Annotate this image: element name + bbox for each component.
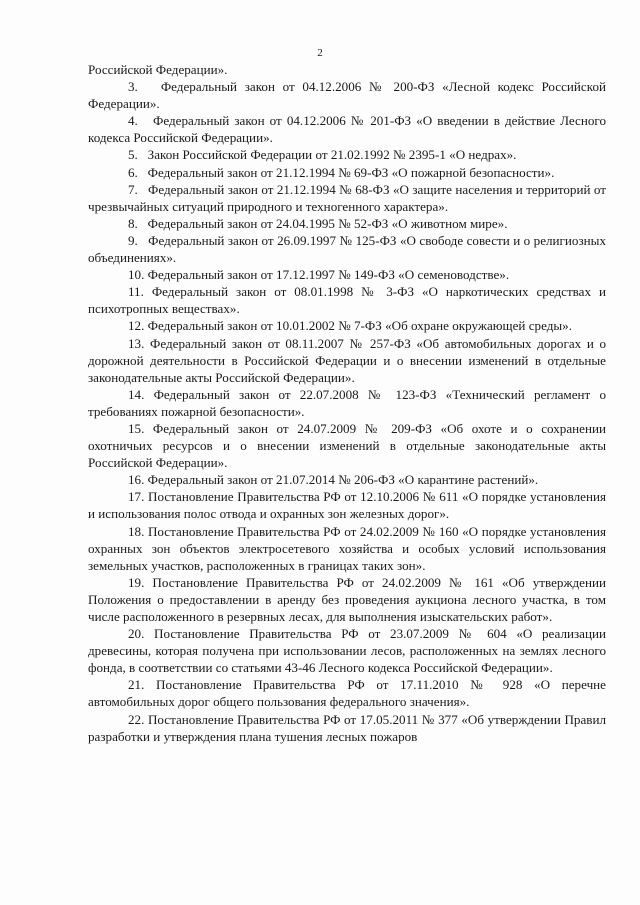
paragraph: 6. Федеральный закон от 21.12.1994 № 69-ФЗ «О пожарной безопасности». [128,164,555,180]
paragraph: 18. Постановление Правительства РФ от 24.02.2009 № 160 «О порядке установления охранных зон объектов электросетевого хозяйства и особых условий использования земельных участков, расположенных в границах таких зон». [88,523,606,573]
paragraph: 13. Федеральный закон от 08.11.2007 № 257-ФЗ «Об автомобильных дорогах и о дорожной деятельности в Российской Федерации и о внесении изменений в отдельные законодательные акты Российской Федерации». [88,335,606,385]
paragraph: 4. Федеральный закон от 04.12.2006 № 201-ФЗ «О введении в действие Лесного кодекса Российской Федерации». [88,113,606,146]
paragraph: 10. Федеральный закон от 17.12.1997 № 149-ФЗ «О семеноводстве». [128,267,510,283]
page-number: 2 [317,47,323,59]
paragraph: 9. Федеральный закон от 26.09.1997 № 125-ФЗ «О свободе совести и о религиозных объединениях». [88,232,606,266]
paragraph: 16. Федеральный закон от 21.07.2014 № 206-ФЗ «О карантине растений». [128,472,539,488]
paragraph: 14. Федеральный закон от 22.07.2008 № 123-ФЗ «Технический регламент о требованиях пожарной безопасности». [88,386,606,419]
paragraph: 11. Федеральный закон от 08.01.1998 № 3-ФЗ «О наркотических средствах и психотропных веществах». [88,284,606,317]
paragraph: 12. Федеральный закон от 10.01.2002 № 7-ФЗ «Об охране окружающей среды». [128,318,572,334]
paragraph: Российской Федерации». [88,62,228,77]
paragraph: 21. Постановление Правительства РФ от 17.11.2010 № 928 «О перечне автомобильных дорог общего пользования федерального значения». [88,677,606,710]
document-body [88,61,606,745]
paragraph: 20. Постановление Правительства РФ от 23.07.2009 № 604 «О реализации древесины, которая получена при использовании лесов, расположенных на землях лесного фонда, в соответствии со статьями 43-46 Лесного кодекса Российской Федерации». [88,626,606,676]
paragraph: 3. Федеральный закон от 04.12.2006 № 200-ФЗ «Лесной кодекс Российской Федерации». [88,79,606,112]
paragraph: 8. Федеральный закон от 24.04.1995 № 52-ФЗ «О животном мире». [128,215,508,231]
paragraph: 17. Постановление Правительства РФ от 12.10.2006 № 611 «О порядке установления и использования полос отвода и охранных зон железных дорог». [88,489,606,522]
paragraph: 19. Постановление Правительства РФ от 24.02.2009 № 161 «Об утверждении Положения о предоставлении в аренду без проведения аукциона лесного участка, в том числе расположенного в резервных лесах, для выполнения изыскательских работ». [88,574,606,624]
paragraph: 22. Постановление Правительства РФ от 17.05.2011 № 377 «Об утверждении Правил разработки и утверждения плана тушения лесных пожаров [88,711,606,744]
paragraph: 7. Федеральный закон от 21.12.1994 № 68-ФЗ «О защите населения и территорий от чрезвычайных ситуаций природного и техногенного характера». [88,181,606,214]
paragraph: 5. Закон Российской Федерации от 21.02.1992 № 2395-1 «О недрах». [128,147,517,163]
paragraph: 15. Федеральный закон от 24.07.2009 № 209-ФЗ «Об охоте и о сохранении охотничьих ресурсов и о внесении изменений в отдельные законодательные акты Российской Федерации». [88,420,606,471]
